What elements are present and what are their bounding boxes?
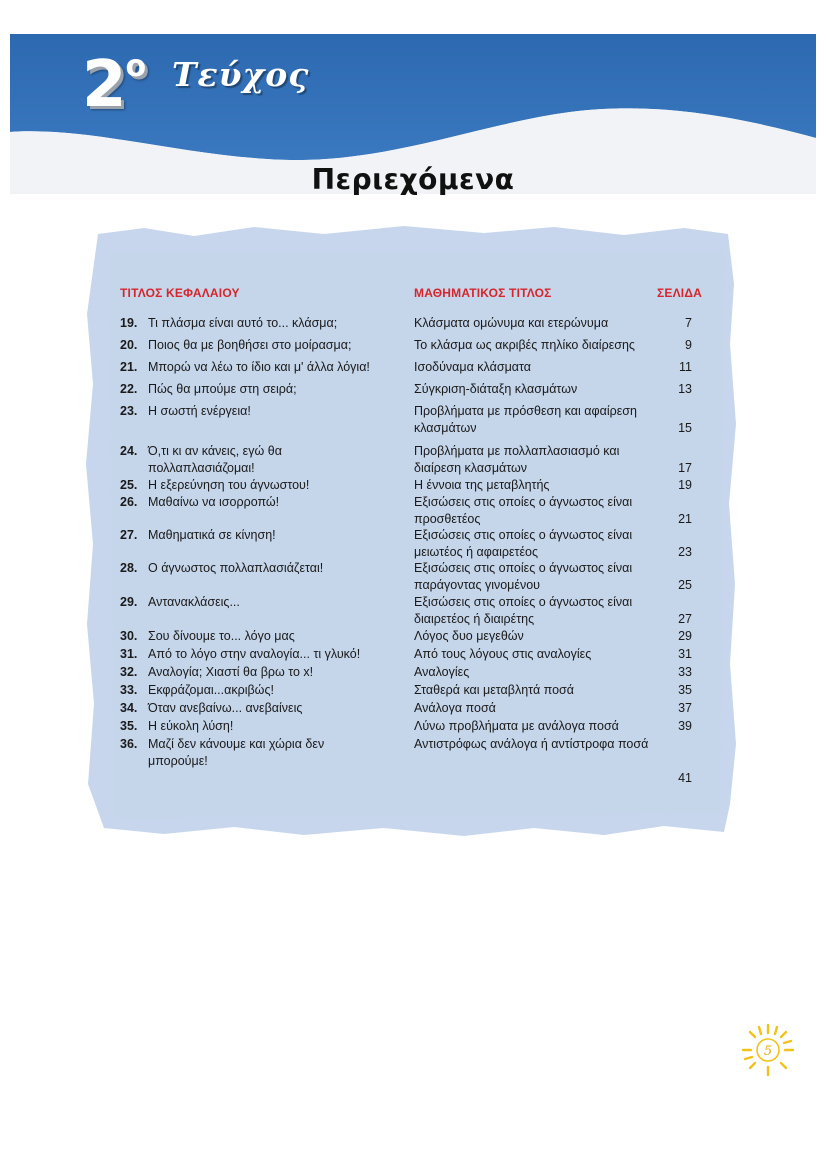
chapter-number: 20. <box>120 338 138 352</box>
page-ref: 15 <box>678 421 692 435</box>
chapter-title: Ποιος θα με βοηθήσει στο μοίρασμα; <box>148 338 352 352</box>
chapter-title: Μαζί δεν κάνουμε και χώρια δεν μπορούμε! <box>148 737 325 768</box>
chapter-number: 34. <box>120 701 138 715</box>
chapter-title: Πώς θα μπούμε στη σειρά; <box>148 382 297 396</box>
page-ref: 13 <box>678 382 692 396</box>
math-title: Η έννοια της μεταβλητής <box>414 478 550 492</box>
page-ref: 7 <box>685 316 692 330</box>
math-title: Ισοδύναμα κλάσματα <box>414 360 531 374</box>
math-title: Κλάσματα ομώνυμα και ετερώνυμα <box>414 316 609 330</box>
chapter-title: Ο άγνωστος πολλαπλασιάζεται! <box>148 561 324 575</box>
math-title: Ανάλογα ποσά <box>414 701 496 715</box>
page-title: Περιεχόμενα <box>311 163 515 196</box>
chapter-number: 33. <box>120 683 138 697</box>
page-ref: 33 <box>678 665 692 679</box>
math-title: Προβλήματα με πρόσθεση και αφαίρεση κλασμάτων <box>414 404 637 435</box>
chapter-title: Σου δίνουμε το... λόγο μας <box>148 629 295 643</box>
page-ref: 29 <box>678 629 692 643</box>
chapter-title: Εκφράζομαι...ακριβώς! <box>148 683 274 697</box>
math-title: Εξισώσεις στις οποίες ο άγνωστος είναι προσθετέος <box>414 495 633 526</box>
math-title: Λόγος δυο μεγεθών <box>414 629 524 643</box>
page-ref: 11 <box>679 360 692 374</box>
chapter-number: 31. <box>120 647 138 661</box>
page-ref: 39 <box>678 719 692 733</box>
table-of-contents <box>84 224 738 839</box>
chapter-number: 19. <box>120 316 138 330</box>
chapter-title: Αντανακλάσεις... <box>148 595 240 609</box>
chapter-number: 29. <box>120 595 138 609</box>
chapter-number: 22. <box>120 382 138 396</box>
issue-word: Τεύχος <box>172 55 310 94</box>
math-title: Εξισώσεις στις οποίες ο άγνωστος είναι μειωτέος ή αφαιρετέος <box>414 528 633 559</box>
page-ref: 35 <box>678 683 692 697</box>
chapter-number: 36. <box>120 737 138 751</box>
math-title: Σταθερά και μεταβλητά ποσά <box>414 683 574 697</box>
math-title: Εξισώσεις στις οποίες ο άγνωστος είναι διαιρετέος ή διαιρέτης <box>414 595 633 626</box>
page-ref: 31 <box>678 647 692 661</box>
page-ref: 23 <box>678 545 692 559</box>
chapter-number: 28. <box>120 561 138 575</box>
chapter-title: Η εξερεύνηση του άγνωστου! <box>148 478 310 492</box>
column-header-page: ΣΕΛΙΔΑ <box>657 286 703 300</box>
chapter-number: 30. <box>120 629 138 643</box>
math-title: Λύνω προβλήματα με ανάλογα ποσά <box>414 719 619 733</box>
page-number-sun <box>740 1022 796 1078</box>
page-ref: 19 <box>678 478 692 492</box>
math-title: Εξισώσεις στις οποίες ο άγνωστος είναι παράγοντας γινομένου <box>414 561 633 592</box>
math-title: Αντιστρόφως ανάλογα ή αντίστροφα ποσά <box>414 737 649 751</box>
page-ref: 27 <box>678 612 692 626</box>
math-title: Το κλάσμα ως ακριβές πηλίκο διαίρεσης <box>414 338 635 352</box>
chapter-title: Από το λόγο στην αναλογία... τι γλυκό! <box>148 647 361 661</box>
page-ref: 17 <box>678 461 692 475</box>
chapter-number: 26. <box>120 495 138 509</box>
math-title: Σύγκριση-διάταξη κλασμάτων <box>414 382 578 396</box>
chapter-title: Τι πλάσμα είναι αυτό το... κλάσμα; <box>148 316 338 330</box>
column-header-math-title: ΜΑΘΗΜΑΤΙΚΟΣ ΤΙΤΛΟΣ <box>414 286 552 300</box>
chapter-number: 23. <box>120 404 138 418</box>
chapter-title: Η εύκολη λύση! <box>148 719 234 733</box>
issue-number: $2^o$ <box>82 48 145 122</box>
chapter-number: 35. <box>120 719 138 733</box>
math-title: Από τους λόγους στις αναλογίες <box>414 647 592 661</box>
math-title: Αναλογίες <box>414 665 470 679</box>
chapter-title: Ό,τι κι αν κάνεις, εγώ θα πολλαπλασιάζομαι! <box>148 444 282 475</box>
column-header-chapter-title: ΤΙΤΛΟΣ ΚΕΦΑΛΑΙΟΥ <box>120 286 240 300</box>
chapter-number: 21. <box>120 360 138 374</box>
chapter-number: 24. <box>120 444 138 458</box>
page-ref: 25 <box>678 578 692 592</box>
page-ref: 41 <box>678 771 692 785</box>
chapter-number: 32. <box>120 665 138 679</box>
page-ref: 9 <box>685 338 692 352</box>
sun-icon <box>740 1022 796 1078</box>
chapter-number: 25. <box>120 478 138 492</box>
chapter-number: 27. <box>120 528 138 542</box>
chapter-title: Μαθηματικά σε κίνηση! <box>148 528 276 542</box>
page-ref: 21 <box>678 512 692 526</box>
chapter-title: Μπορώ να λέω το ίδιο και μ' άλλα λόγια! <box>148 360 370 374</box>
chapter-title: Μαθαίνω να ισορροπώ! <box>148 495 280 509</box>
page-ref: 37 <box>678 701 692 715</box>
page-number: 5 <box>763 1044 773 1059</box>
chapter-title: Όταν ανεβαίνω... ανεβαίνεις <box>148 701 303 715</box>
chapter-title: Αναλογία; Χιαστί θα βρω το x! <box>148 665 314 679</box>
chapter-title: Η σωστή ενέργεια! <box>148 404 251 418</box>
math-title: Προβλήματα με πολλαπλασιασμό και διαίρεση κλασμάτων <box>414 444 620 475</box>
